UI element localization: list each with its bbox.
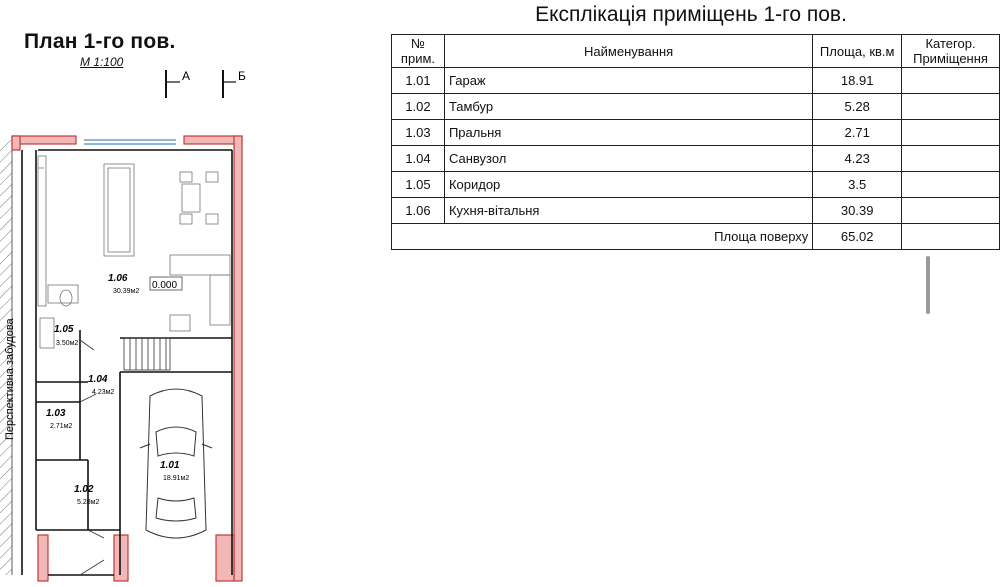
stairs [124, 338, 170, 370]
room-label-id: 1.03 [46, 408, 66, 419]
table-title: Експлікація приміщень 1-го пов. [535, 3, 847, 26]
cell-category [902, 68, 1000, 94]
header-number-line1: № [410, 36, 425, 51]
cell-name: Гараж [444, 68, 812, 94]
section-marker-a-label: А [182, 69, 191, 83]
room-label-area: 3.50м2 [56, 340, 79, 347]
room-label-id: 1.06 [108, 273, 128, 284]
plan-title: План 1-го пов. [24, 30, 176, 53]
plan-scale: М 1:100 [80, 55, 124, 69]
cell-category [902, 120, 1000, 146]
table-row [392, 198, 1000, 224]
total-label: Площа поверху [392, 224, 813, 250]
dimension-readout: 0.000 [152, 280, 178, 291]
cell-category [902, 172, 1000, 198]
section-marker-a [166, 70, 180, 98]
cell-area: 3.5 [813, 172, 902, 198]
scrollbar-thumb[interactable] [926, 256, 930, 314]
cell-number: 1.05 [392, 172, 445, 198]
room-label-id: 1.02 [74, 484, 94, 495]
header-category [902, 35, 1000, 68]
header-name: Найменування [444, 35, 812, 68]
cell-category [902, 94, 1000, 120]
cell-number: 1.01 [392, 68, 445, 94]
cell-category [902, 224, 1000, 250]
header-area: Площа, кв.м [813, 35, 902, 68]
cell-area: 4.23 [813, 146, 902, 172]
cell-name: Кухня-вітальня [444, 198, 812, 224]
windows [84, 140, 176, 144]
cell-number: 1.06 [392, 198, 445, 224]
cell-name: Пральня [444, 120, 812, 146]
cell-area: 18.91 [813, 68, 902, 94]
brick-walls [12, 136, 242, 581]
total-value: 65.02 [813, 224, 902, 250]
cell-area: 5.28 [813, 94, 902, 120]
cell-number: 1.04 [392, 146, 445, 172]
furniture [38, 156, 230, 348]
cell-name: Коридор [444, 172, 812, 198]
header-category-line1: Категор. [925, 36, 976, 51]
room-label-id: 1.04 [88, 374, 108, 385]
table-row [392, 172, 1000, 198]
header-number-line2: прим. [400, 51, 436, 66]
room-label-id: 1.01 [160, 460, 180, 471]
side-label: Перспективна забудова [4, 318, 16, 440]
table-total-row [392, 224, 1000, 250]
section-marker-b [223, 70, 236, 98]
section-marker-b-label: Б [238, 69, 246, 83]
room-label-area: 30.39м2 [113, 288, 140, 295]
room-label-id: 1.05 [54, 324, 74, 335]
room-label-area: 18.91м2 [163, 475, 190, 482]
explication-table [391, 34, 1000, 250]
floor-plan-drawing [0, 60, 260, 587]
cell-area: 2.71 [813, 120, 902, 146]
header-number [392, 35, 445, 68]
cell-area: 30.39 [813, 198, 902, 224]
walls [22, 150, 232, 575]
room-label-area: 5.28м2 [77, 499, 100, 506]
cell-category [902, 198, 1000, 224]
cell-number: 1.03 [392, 120, 445, 146]
table-row [392, 120, 1000, 146]
cell-name: Тамбур [444, 94, 812, 120]
header-category-line2: Приміщення [913, 51, 988, 66]
room-label-area: 2.71м2 [50, 423, 73, 430]
table-row [392, 94, 1000, 120]
table-header-row [392, 35, 1000, 68]
cell-name: Санвузол [444, 146, 812, 172]
table-row [392, 146, 1000, 172]
cell-category [902, 146, 1000, 172]
table-row [392, 68, 1000, 94]
cell-number: 1.02 [392, 94, 445, 120]
room-label-area: 4.23м2 [92, 389, 115, 396]
